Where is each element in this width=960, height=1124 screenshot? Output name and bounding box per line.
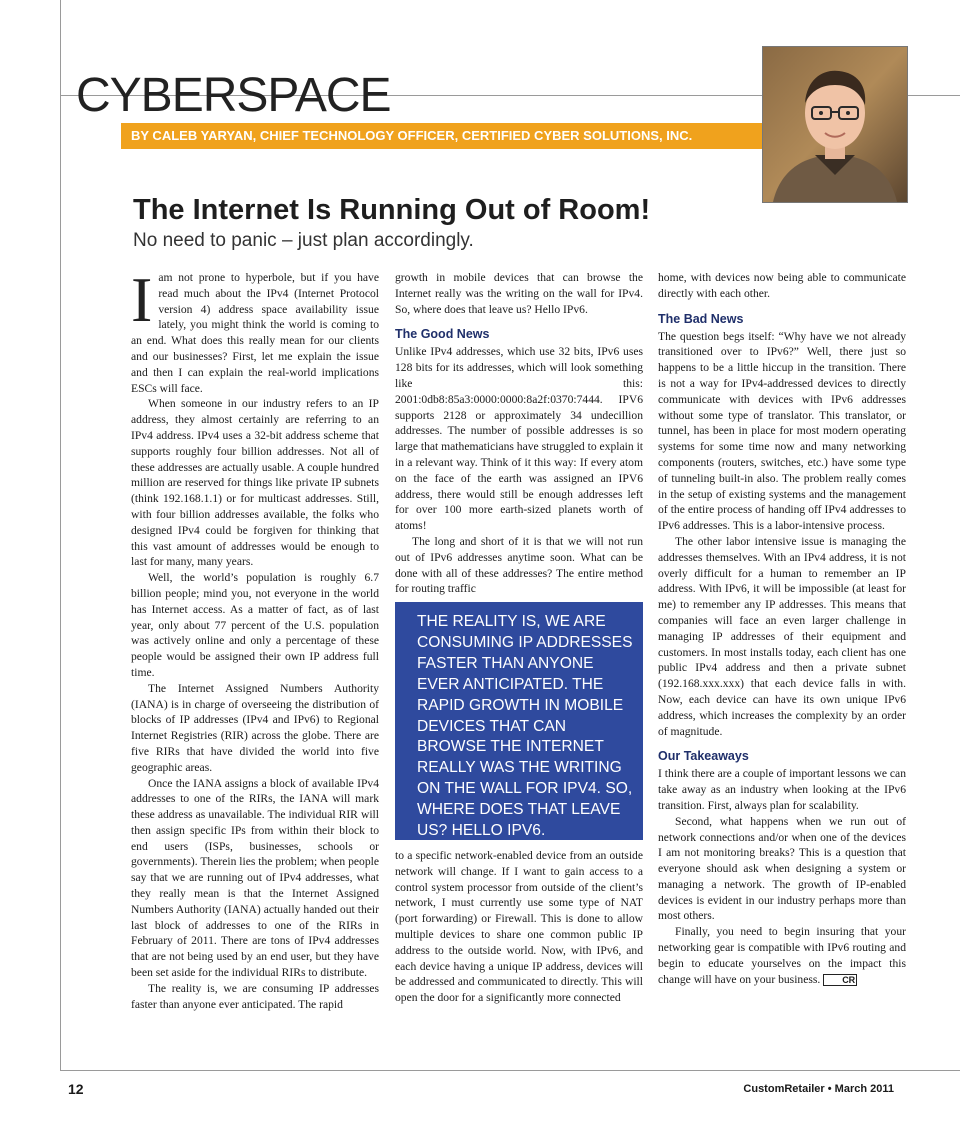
paragraph: The other labor intensive issue is managing the addresses themselves. With an IPv4 address, it is not overly difficult for a human to remember an IP address. With IPv6, it will be impossible (at least for me) to remember any IP addresses. This means that companies will face an even larger challenge in managing IP addresses of their equipment and customers. In most installs today, each client has one public IPv4 address and then a private subnet (192.168.xxx.xxx) that each device falls in with. Now, each device can have its own unique IPv6 address, which increases the complexity by an order of magnitude. — [658, 534, 906, 738]
paragraph: The reality is, we are consuming IP addresses faster than anyone ever anticipated. The rapid — [131, 981, 379, 1011]
paragraph: to a specific network-enabled device from an outside network will change. If I want to gain access to a control system processor from outside of the client’s network, I must currently use some type of NAT (port forwarding) or Firewall. This is done to allow multiple devices to share one common public IP address to the outside world. Now, with IPv6, and each device having a unique IP address, devices will be addressed and communicated to directly. This will open the door for a significantly more connected — [395, 849, 643, 1005]
crop-line-vertical — [60, 0, 61, 1070]
paragraph: Once the IANA assigns a block of available IPv4 addresses to one of the RIRs, the IANA will mark these address as unavailable. The individual RIR will then assign specific IPs from within their block to end users (ISPs, businesses, schools or governments). Therein lies the problem; when people say that we are running out of IPv4 addresses, what they really mean is that the Internet Assigned Numbers Authority (IANA) actually handed out their last block of addresses to one of the RIRs in February of 2011. There are tons of IPv4 addresses that are not being used by an end user, but they have been set aside for the individual RIRs to distribute. — [131, 776, 380, 980]
paragraph: Well, the world’s population is roughly 6.7 billion people; mind you, not everyone in the world has Internet access. As a matter of fact, as of last year, only about 77 percent of the U.S. population was actively online and only a percentage of these people would be assigned their own IP address full time. — [131, 571, 379, 679]
article-column-1 — [131, 264, 380, 1012]
drop-cap: I — [131, 264, 153, 335]
subhead-takeaways: Our Takeaways — [658, 749, 749, 764]
article-column-2-continued — [395, 848, 643, 1006]
article-title: The Internet Is Running Out of Room! — [133, 194, 651, 226]
footer-rule — [60, 1070, 960, 1071]
byline-bar: BY CALEB YARYAN, CHIEF TECHNOLOGY OFFICER, CERTIFIED CYBER SOLUTIONS, INC. — [121, 123, 766, 149]
article-column-2 — [395, 270, 643, 597]
publication-footer: CustomRetailer • March 2011 — [743, 1083, 894, 1095]
author-portrait-illustration — [763, 47, 907, 202]
paragraph: Second, what happens when we run out of network connections and/or when one of the devices I am not monitoring breaks? This is a question that everyone should ask when designing a system or managing a network. The growth of IP-enabled devices is evident in our industry perhaps more than most others. — [658, 814, 906, 923]
article-deck: No need to panic – just plan accordingly. — [133, 230, 474, 251]
paragraph: The Internet Assigned Numbers Authority (IANA) is in charge of overseeing the distribution of blocks of IP addresses (IPv4 and IPv6) to Regional Internet Registries (RIR) across the globe. There are five RIRs that have divided the world into five geographic areas. — [131, 681, 379, 774]
paragraph: Finally, you need to begin insuring that your networking gear is compatible with IPv6 routing and begin to educate yourselves on the impact this change will have on your business. CR — [658, 925, 906, 986]
paragraph: home, with devices now being able to communicate directly with each other. — [658, 271, 906, 300]
subhead-good-news: The Good News — [395, 327, 490, 342]
paragraph: The long and short of it is that we will not run out of IPv6 addresses anytime soon. What can be done with all of these addresses? The entire method for routing traffic — [395, 534, 643, 596]
pull-quote: THE REALITY IS, WE ARE CONSUMING IP ADDRESSES FASTER THAN ANYONE EVER ANTICIPATED. THE RAPID GROWTH IN MOBILE DEVICES THAT CAN BROWSE THE INTERNET REALLY WAS THE WRITING ON THE WALL FOR IPV4. SO, WHERE DOES THAT LEAVE US? HELLO IPV6. — [395, 602, 643, 840]
paragraph: I think there are a couple of important lessons we can take away as an industry when looking at the IPv6 transition. First, always plan for scalability. — [658, 767, 906, 812]
section-title: CYBERSPACE — [76, 69, 391, 122]
page-number: 12 — [68, 1081, 84, 1097]
author-photo — [762, 46, 908, 203]
end-mark-icon: CR — [823, 974, 857, 986]
article-column-3 — [658, 270, 906, 987]
paragraph: When someone in our industry refers to an IP address, they almost certainly are referring to an IPv4 address. IPv4 uses a 32-bit address scheme that supports roughly four billion addresses. Not all of these addresses are actually usable. A couple hundred million are reserved for things like private IP subnets (think 192.168.1.1) or for multicast addresses. Still, with four billion addresses available, the folks who designed IPv4 could be forgiven for thinking that this vast amount of addresses would be enough to last for many, many years. — [131, 397, 379, 569]
subhead-bad-news: The Bad News — [658, 311, 744, 326]
paragraph: The question begs itself: “Why have we not already transitioned over to IPv6?” Well, there just so happens to be a little hiccup in the transition. There is not a way for IPv4-addressed devices to directly communicate with devices with IPv6 addresses without some type of translator. This translator, or tunnel, has been in place for most modern operating systems for some time now and many networking components (routers, switches, etc.) have some type of tunneling built-in also. The problem really comes in the setup of existing systems and the management of the entire process of handing off IPv4 addresses to IPv6 addresses. This is a labor-intensive process. — [658, 329, 906, 533]
paragraph: Unlike IPv4 addresses, which use 32 bits, IPv6 uses 128 bits for its addresses, which will look something like this: 2001:0db8:85a3:0000:0000:8a2f:0370:7444. IPV6 supports 2128 or approximately 34 undecillion addresses. The number of possible addresses is so large that mathematicians have struggled to explain it in a relevant way. Think of it this way: If every atom on the face of the earth was assigned an IPV6 address, there would still be enough addresses left for over 100 more earth-sized planets worth of atoms! — [395, 345, 644, 533]
paragraph: growth in mobile devices that can browse the Internet really was the writing on the wall for IPv4. So, where does that leave us? Hello IPv6. — [395, 271, 643, 316]
paragraph: Iam not prone to hyperbole, but if you have read much about the IPv4 (Internet Protocol version 4) address space availability issue lately, you might think the world is coming to an end. What does this really mean for our clients and our businesses? First, let me explain the issue and then I can explain the real-world implications ESCs will face. — [131, 264, 379, 395]
